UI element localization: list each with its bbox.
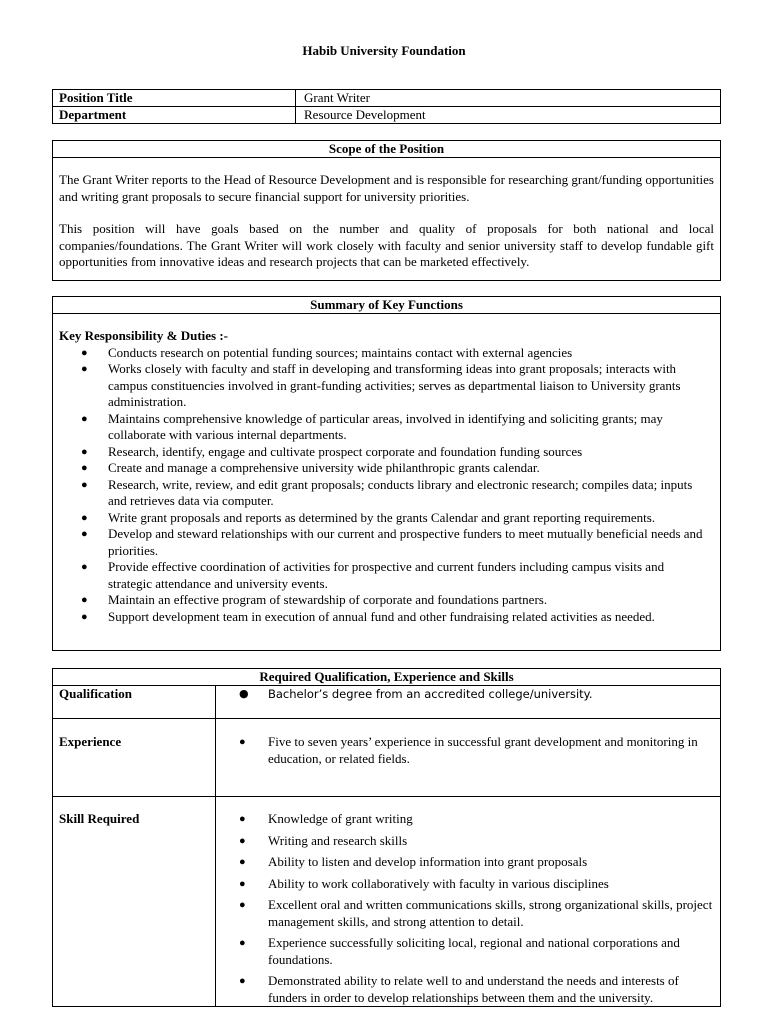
bullet-icon: ● (81, 462, 88, 474)
duty-item (59, 510, 714, 527)
bullet-icon: ● (239, 687, 249, 700)
bullet-icon: ● (81, 346, 88, 359)
duty-text: Support development team in execution of annual fund and other fundraising related activities as needed. (108, 608, 655, 624)
position-table (52, 89, 721, 124)
qualification-table (52, 668, 721, 1007)
skill-item (216, 811, 720, 828)
bullet-icon: ● (239, 937, 246, 949)
skill-item (216, 935, 720, 968)
duty-text: Maintain an effective program of stewardship of corporate and foundations partners. (108, 592, 548, 607)
position-title-label: Position Title (53, 90, 296, 107)
skill-item (216, 876, 720, 893)
summary-heading: Summary of Key Functions (53, 297, 720, 314)
qualification-row (53, 686, 721, 719)
scope-paragraph: The Grant Writer reports to the Head of Resource Development and is responsible for researching grant/funding opportunities and writing grant proposals to secure financial support for university priorities. (59, 172, 714, 204)
department-row (53, 107, 721, 124)
skill-text: Ability to work collaboratively with faculty in various disciplines (268, 875, 609, 891)
bullet-icon: ● (81, 528, 88, 540)
scope-paragraph: This position will have goals based on the number and quality of proposals for both national and local companies/foundations. The Grant Writer will work closely with faculty and senior university staff to develop fundable gift opportunities from innovative ideas and research projects that can be marketed effectively. (59, 221, 714, 269)
bullet-icon: ● (239, 975, 246, 987)
skill-item (216, 833, 720, 850)
qualification-heading: Required Qualification, Experience and Skills (53, 669, 721, 686)
duty-text: Works closely with faculty and staff in developing and transforming ideas into grant proposals; interacts with campus constituencies involved in grant-funding activities; serves as departmental liaison to University grants administration. (108, 361, 681, 409)
scope-heading: Scope of the Position (53, 141, 720, 158)
qualification-text: Bachelor’s degree from an accredited college/university. (268, 687, 593, 701)
position-title-value: Grant Writer (296, 90, 721, 107)
skill-item (216, 973, 720, 1006)
skill-text: Demonstrated ability to relate well to and understand the needs and interests of funders in order to develop relationships between them and the university. (268, 973, 679, 1005)
scope-section (52, 140, 721, 281)
duty-item (59, 609, 714, 626)
qualification-item (216, 686, 720, 703)
bullet-icon: ● (81, 363, 88, 375)
summary-section (52, 296, 721, 651)
experience-text: Five to seven years’ experience in successful grant development and monitoring in education, or related fields. (268, 734, 698, 766)
skills-value (216, 797, 721, 1007)
qualification-value (216, 686, 721, 719)
skill-text: Knowledge of grant writing (268, 811, 413, 826)
experience-row (53, 719, 721, 797)
duty-item (59, 526, 714, 559)
bullet-icon: ● (239, 834, 246, 847)
duty-item (59, 559, 714, 592)
duty-item (59, 477, 714, 510)
duty-text: Develop and steward relationships with our current and prospective funders to meet mutually beneficial needs and priorities. (108, 526, 703, 558)
experience-item (216, 734, 720, 767)
qualification-label: Qualification (53, 686, 216, 719)
duty-text: Research, identify, engage and cultivate prospect corporate and foundation funding sources (108, 443, 583, 459)
skill-text: Experience successfully soliciting local, regional and national corporations and foundations. (268, 935, 680, 967)
skill-text: Writing and research skills (268, 832, 408, 848)
experience-value (216, 719, 721, 797)
duty-item (59, 345, 714, 362)
bullet-icon: ● (239, 899, 246, 911)
department-label: Department (53, 107, 296, 124)
position-title-row (53, 90, 721, 107)
duties-list (59, 345, 714, 626)
bullet-icon: ● (81, 561, 88, 573)
bullet-icon: ● (239, 856, 246, 868)
duty-item (59, 444, 714, 461)
skills-label: Skill Required (53, 797, 216, 1007)
skill-text: Excellent oral and written communications skills, strong organizational skills, project management skills, and strong attention to detail. (268, 897, 713, 929)
bullet-icon: ● (81, 412, 88, 425)
duty-text: Maintains comprehensive knowledge of particular areas, involved in identifying and soliciting grants; may collaborate with various internal departments. (108, 410, 663, 442)
qualification-list (216, 686, 720, 703)
skill-text: Ability to listen and develop information into grant proposals (268, 854, 588, 869)
qualification-header-row (53, 669, 721, 686)
bullet-icon: ● (239, 813, 246, 825)
duty-item (59, 411, 714, 444)
bullet-icon: ● (81, 610, 88, 623)
duty-item (59, 592, 714, 609)
document-title: Habib University Foundation (302, 43, 466, 58)
bullet-icon: ● (81, 594, 88, 606)
duty-text: Write grant proposals and reports as determined by the grants Calendar and grant reporting requirements. (108, 509, 656, 525)
skill-item (216, 854, 720, 871)
experience-list (216, 734, 720, 767)
duty-text: Create and manage a comprehensive university wide philanthropic grants calendar. (108, 460, 540, 475)
summary-body (53, 314, 720, 625)
bullet-icon: ● (81, 511, 88, 524)
duty-item (59, 361, 714, 411)
duties-title: Key Responsibility & Duties :- (59, 328, 228, 343)
duty-text: Provide effective coordination of activities for prospective and current funders including campus visits and strategic attendance and university events. (108, 559, 665, 591)
bullet-icon: ● (239, 877, 246, 890)
duty-text: Research, write, review, and edit grant proposals; conducts library and electronic research; compiles data; inputs and retrieves data via computer. (108, 476, 693, 508)
department-value: Resource Development (296, 107, 721, 124)
duty-item (59, 460, 714, 477)
bullet-icon: ● (81, 478, 88, 491)
bullet-icon: ● (81, 445, 88, 458)
bullet-icon: ● (239, 736, 246, 748)
duty-text: Conducts research on potential funding sources; maintains contact with external agencies (108, 344, 573, 360)
scope-body (53, 158, 720, 271)
skills-row (53, 797, 721, 1007)
skills-list (216, 811, 720, 1006)
skill-item (216, 897, 720, 930)
experience-label: Experience (53, 719, 216, 797)
